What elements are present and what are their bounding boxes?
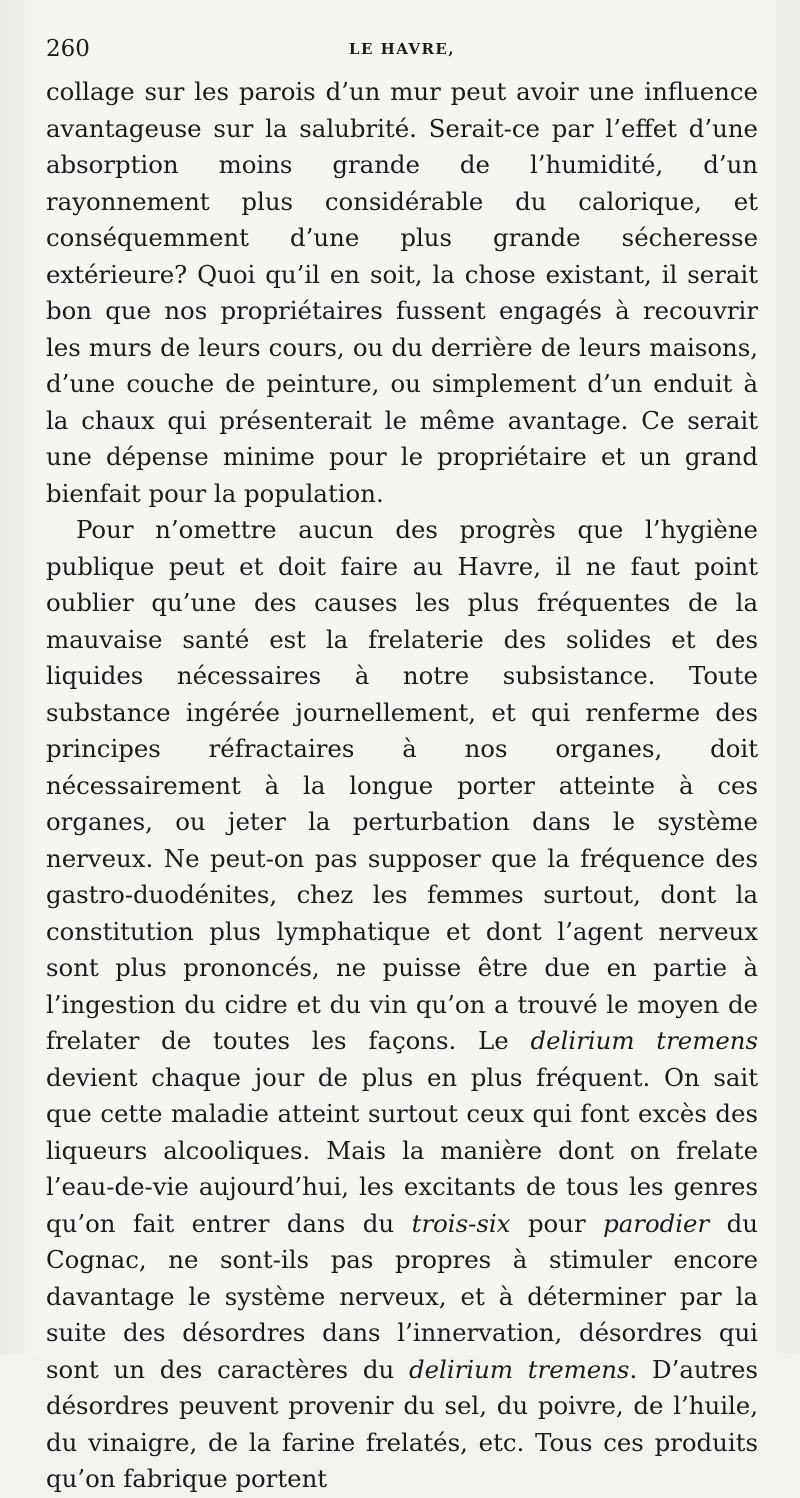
italic-term: parodier: [603, 1208, 710, 1238]
page-number: 260: [46, 36, 90, 62]
running-head: [46, 30, 758, 70]
text-segment: pour: [510, 1208, 604, 1238]
paragraph: [46, 74, 758, 512]
running-title: LE HAVRE,: [348, 40, 456, 58]
italic-term: delirium tremens: [409, 1354, 630, 1384]
text-segment: devient chaque jour de plus en plus fréquent. On sait que cette maladie atteint surtout ceux qui font excès des liqueurs alcooliques. Mais la manière dont on frelate l’eau-de-vie aujourd’hui, les excitants de tous les genres qu’on fait entrer dans du: [46, 1062, 758, 1238]
body-text: [46, 74, 758, 1498]
paragraph: [46, 512, 758, 1498]
text-segment: du Cognac, ne sont-ils pas propres à stimuler encore davantage le système nerveux, et à déterminer par la suite des désordres dans l’innervation, désordres qui sont un des caractères du: [46, 1208, 758, 1384]
italic-term: trois-six: [411, 1208, 511, 1238]
text-segment: Pour n’omettre aucun des progrès que l’hygiène publique peut et doit faire au Havre, il ne faut point oublier qu’une des causes les plus fréquentes de la mauvaise santé est la frelaterie des solides et des liquides nécessaires à notre subsistance. Toute substance ingérée journellement, et qui renferme des principes réfractaires à nos organes, doit nécessairement à la longue porter atteinte à ces organes, ou jeter la perturbation dans le système nerveux. Ne peut-on pas supposer que la fréquence des gastro-duodénites, chez les femmes surtout, dont la constitution plus lymphatique et dont l’agent nerveux sont plus prononcés, ne puisse être due en partie à l’ingestion du cidre et du vin qu’on a trouvé le moyen de frelater de toutes les façons. Le: [46, 515, 758, 1055]
text-segment: collage sur les parois d’un mur peut avoir une influence avantageuse sur la salubrité. Serait-ce par l’effet d’une absorption moins grande de l’humidité, d’un rayonnement plus considérable du calorique, et conséquemment d’une plus grande sécheresse extérieure? Quoi qu’il en soit, la chose existant, il serait bon que nos propriétaires fussent engagés à recouvrir les murs de leurs cours, ou du derrière de leurs maisons, d’une couche de peinture, ou simplement d’un enduit à la chaux qui présenterait le même avantage. Ce serait une dépense minime pour le propriétaire et un grand bienfait pour la population.: [46, 77, 758, 508]
text-segment: . D’autres désordres peuvent provenir du sel, du poivre, de l’huile, du vinaigre, de la farine frelatés, etc. Tous ces produits qu’on fabrique portent: [46, 1354, 758, 1493]
italic-term: delirium tremens: [530, 1026, 758, 1055]
